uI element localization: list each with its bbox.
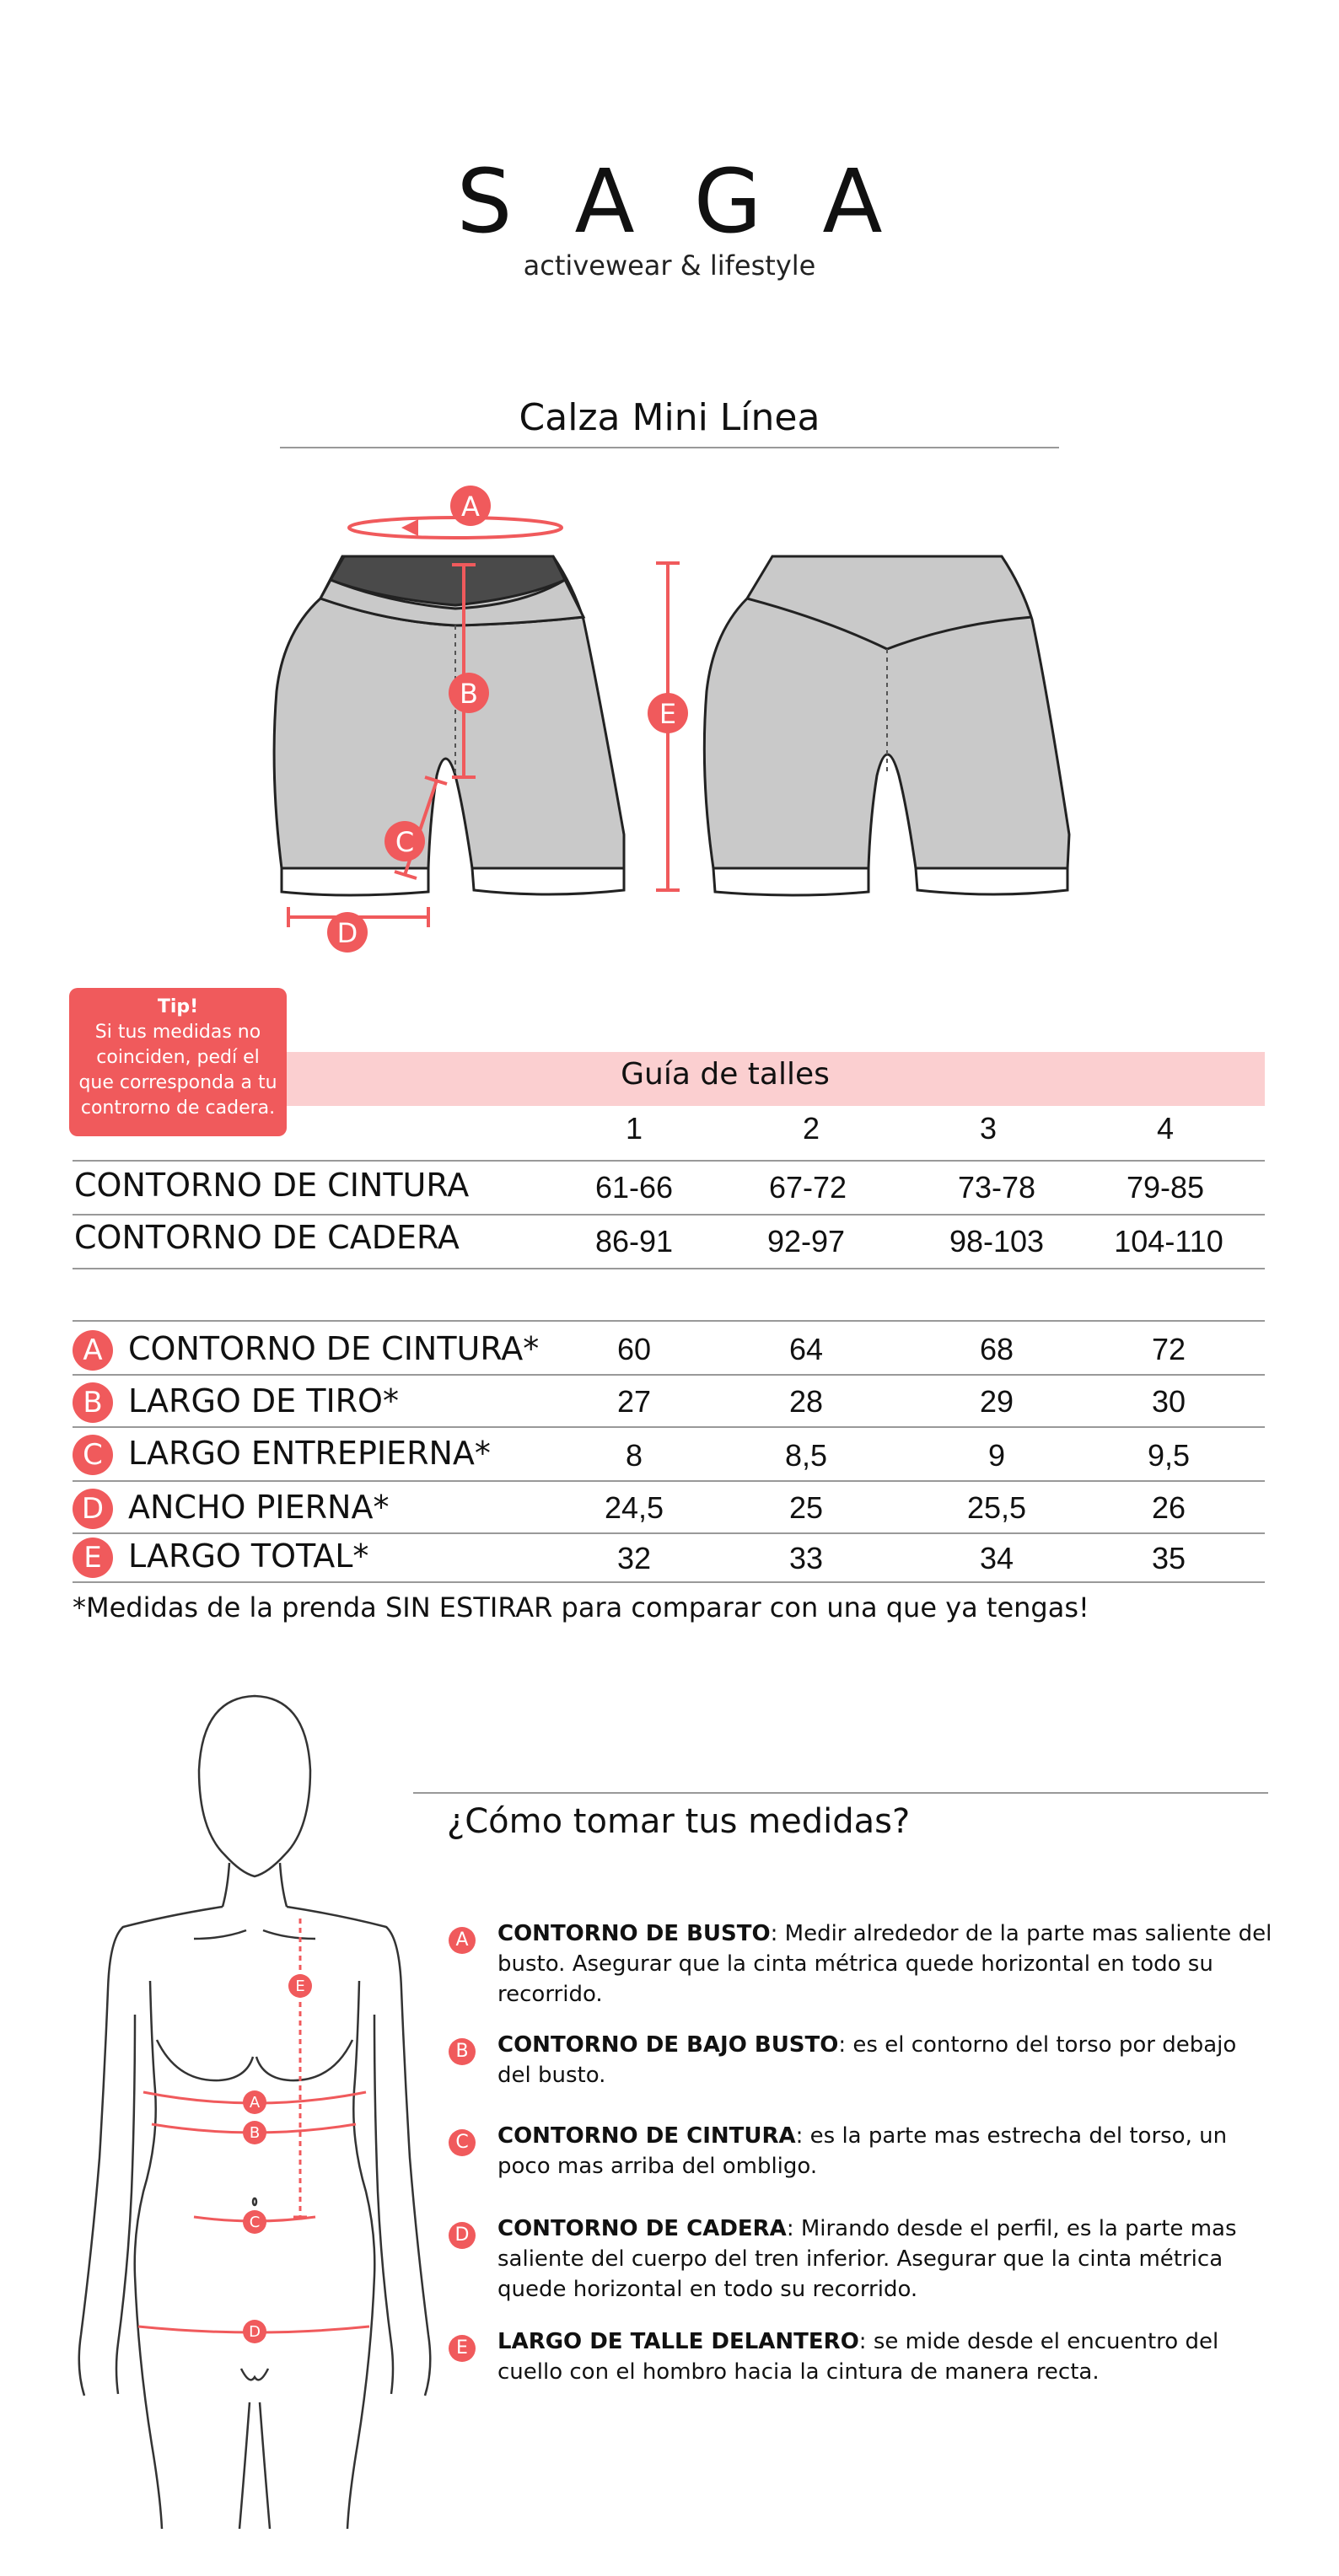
how-to-item-e <box>497 2326 1273 2387</box>
garment-a-size-3: 68 <box>979 1332 1014 1366</box>
garment-e-size-4: 35 <box>1151 1541 1186 1575</box>
how-to-title: ¿Cómo tomar tus medidas? <box>447 1802 911 1841</box>
how-to-divider <box>413 1792 1268 1794</box>
how-to-term-c: CONTORNO DE CINTURA <box>497 2123 796 2149</box>
table-rule <box>73 1214 1265 1216</box>
garment-b-size-1: 27 <box>616 1384 652 1419</box>
size-header-1: 1 <box>625 1111 643 1146</box>
garment-a-size-1: 60 <box>616 1332 652 1366</box>
table-rule <box>73 1374 1265 1376</box>
body-waist-size-1: 61-66 <box>594 1170 674 1205</box>
how-to-text-d: : Mirando desde el perfil, es la parte mas saliente del cuerpo del tren inferior. Asegurar que la cinta métrica quede horizontal en todo su recorrido. <box>497 2216 1237 2302</box>
product-title: Calza Mini Línea <box>519 396 820 439</box>
letter-badge-c: C <box>73 1435 113 1475</box>
tip-text: Si tus medidas no coinciden, pedí el que corresponda a tu controrno de cadera. <box>78 1022 277 1119</box>
how-to-letter-a: A <box>449 1927 476 1954</box>
how-to-item-b <box>497 2030 1273 2090</box>
garment-b-size-3: 29 <box>979 1384 1014 1419</box>
garment-e-size-3: 34 <box>979 1541 1014 1575</box>
how-to-text-c: : es la parte mas estrecha del torso, un poco mas arriba del ombligo. <box>497 2123 1228 2179</box>
garment-label-c: LARGO ENTREPIERNA* <box>128 1435 491 1472</box>
garment-c-size-2: 8,5 <box>784 1438 828 1473</box>
front-view <box>274 556 624 895</box>
garment-b-size-4: 30 <box>1151 1384 1186 1419</box>
body-waist-size-3: 73-78 <box>957 1170 1036 1205</box>
how-to-term-b: CONTORNO DE BAJO BUSTO <box>497 2032 839 2058</box>
garment-label-a: CONTORNO DE CINTURA* <box>128 1330 540 1367</box>
garment-label-b: LARGO DE TIRO* <box>128 1382 399 1419</box>
how-to-item-c <box>497 2121 1273 2182</box>
diagram-letter-e: E <box>659 698 677 730</box>
measure-e <box>648 563 688 890</box>
footnote: *Medidas de la prenda SIN ESTIRAR para comparar con una que ya tengas! <box>73 1591 1089 1623</box>
diagram-letter-b: B <box>460 678 478 710</box>
measure-a <box>349 486 562 538</box>
how-to-text-a: : Medir alrededor de la parte mas saliente del busto. Asegurar que la cinta métrica quede horizontal en todo su recorrido. <box>497 1921 1272 2007</box>
size-guide-title: Guía de talles <box>621 1057 830 1092</box>
size-header-4: 4 <box>1156 1111 1175 1146</box>
garment-c-size-3: 9 <box>987 1438 1006 1473</box>
garment-e-size-2: 33 <box>788 1541 824 1575</box>
figure-letter-b: B <box>249 2124 261 2142</box>
garment-d-size-2: 25 <box>788 1490 824 1525</box>
body-waist-size-2: 67-72 <box>768 1170 847 1205</box>
how-to-term-a: CONTORNO DE BUSTO <box>497 1921 771 1946</box>
body-hip-size-4: 104-110 <box>1114 1224 1223 1258</box>
figure-letter-c: C <box>249 2214 261 2231</box>
body-waist-size-4: 79-85 <box>1126 1170 1205 1205</box>
tip-box <box>69 988 287 1136</box>
size-header-3: 3 <box>979 1111 998 1146</box>
how-to-letter-b: B <box>449 2038 476 2065</box>
garment-c-size-4: 9,5 <box>1147 1438 1191 1473</box>
letter-badge-b: B <box>73 1382 113 1423</box>
table-rule <box>73 1268 1265 1269</box>
body-hip-size-3: 98-103 <box>949 1224 1045 1258</box>
diagram-letter-a: A <box>461 491 480 523</box>
how-to-letter-c: C <box>449 2129 476 2156</box>
letter-badge-e: E <box>73 1538 113 1578</box>
how-to-text-b: : es el contorno del torso por debajo del busto. <box>497 2032 1237 2088</box>
how-to-item-a <box>497 1919 1273 2010</box>
table-rule <box>73 1160 1265 1162</box>
how-to-letter-d: D <box>449 2222 476 2249</box>
how-to-term-d: CONTORNO DE CADERA <box>497 2216 787 2241</box>
figure-letter-a: A <box>249 2094 261 2112</box>
brand-tagline: activewear & lifestyle <box>523 250 816 282</box>
row-label-hip: CONTORNO DE CADERA <box>74 1219 460 1256</box>
body-hip-size-1: 86-91 <box>594 1224 674 1258</box>
tip-title: Tip! <box>157 996 199 1017</box>
size-header-2: 2 <box>802 1111 820 1146</box>
garment-c-size-1: 8 <box>625 1438 643 1473</box>
table-rule <box>73 1426 1265 1428</box>
letter-badge-a: A <box>73 1330 113 1371</box>
title-divider <box>280 447 1059 448</box>
figure-letter-e: E <box>295 1978 305 1995</box>
letter-badge-d: D <box>73 1489 113 1529</box>
body-figure-illustration <box>51 1686 455 2529</box>
diagram-letter-c: C <box>395 826 415 858</box>
garment-d-size-4: 26 <box>1151 1490 1186 1525</box>
garment-a-size-2: 64 <box>788 1332 824 1366</box>
garment-label-d: ANCHO PIERNA* <box>128 1489 390 1526</box>
back-view <box>704 556 1069 895</box>
table-rule <box>73 1320 1265 1322</box>
table-rule <box>73 1480 1265 1482</box>
garment-b-size-2: 28 <box>788 1384 824 1419</box>
row-label-waist: CONTORNO DE CINTURA <box>74 1167 470 1204</box>
how-to-letter-e: E <box>449 2335 476 2362</box>
figure-letter-d: D <box>249 2323 261 2341</box>
measure-d <box>288 907 428 953</box>
table-rule <box>73 1532 1265 1534</box>
how-to-text-e: : se mide desde el encuentro del cuello con el hombro hacia la cintura de manera recta. <box>497 2329 1219 2385</box>
garment-d-size-3: 25,5 <box>966 1490 1027 1525</box>
table-rule <box>73 1581 1265 1583</box>
how-to-term-e: LARGO DE TALLE DELANTERO <box>497 2329 859 2354</box>
garment-d-size-1: 24,5 <box>604 1490 664 1525</box>
garment-diagram <box>253 472 1079 961</box>
garment-a-size-4: 72 <box>1151 1332 1186 1366</box>
garment-e-size-1: 32 <box>616 1541 652 1575</box>
how-to-item-d <box>497 2214 1273 2305</box>
brand-logo: SAGA <box>456 150 944 253</box>
diagram-letter-d: D <box>336 917 358 949</box>
garment-label-e: LARGO TOTAL* <box>128 1538 369 1575</box>
body-hip-size-2: 92-97 <box>766 1224 846 1258</box>
